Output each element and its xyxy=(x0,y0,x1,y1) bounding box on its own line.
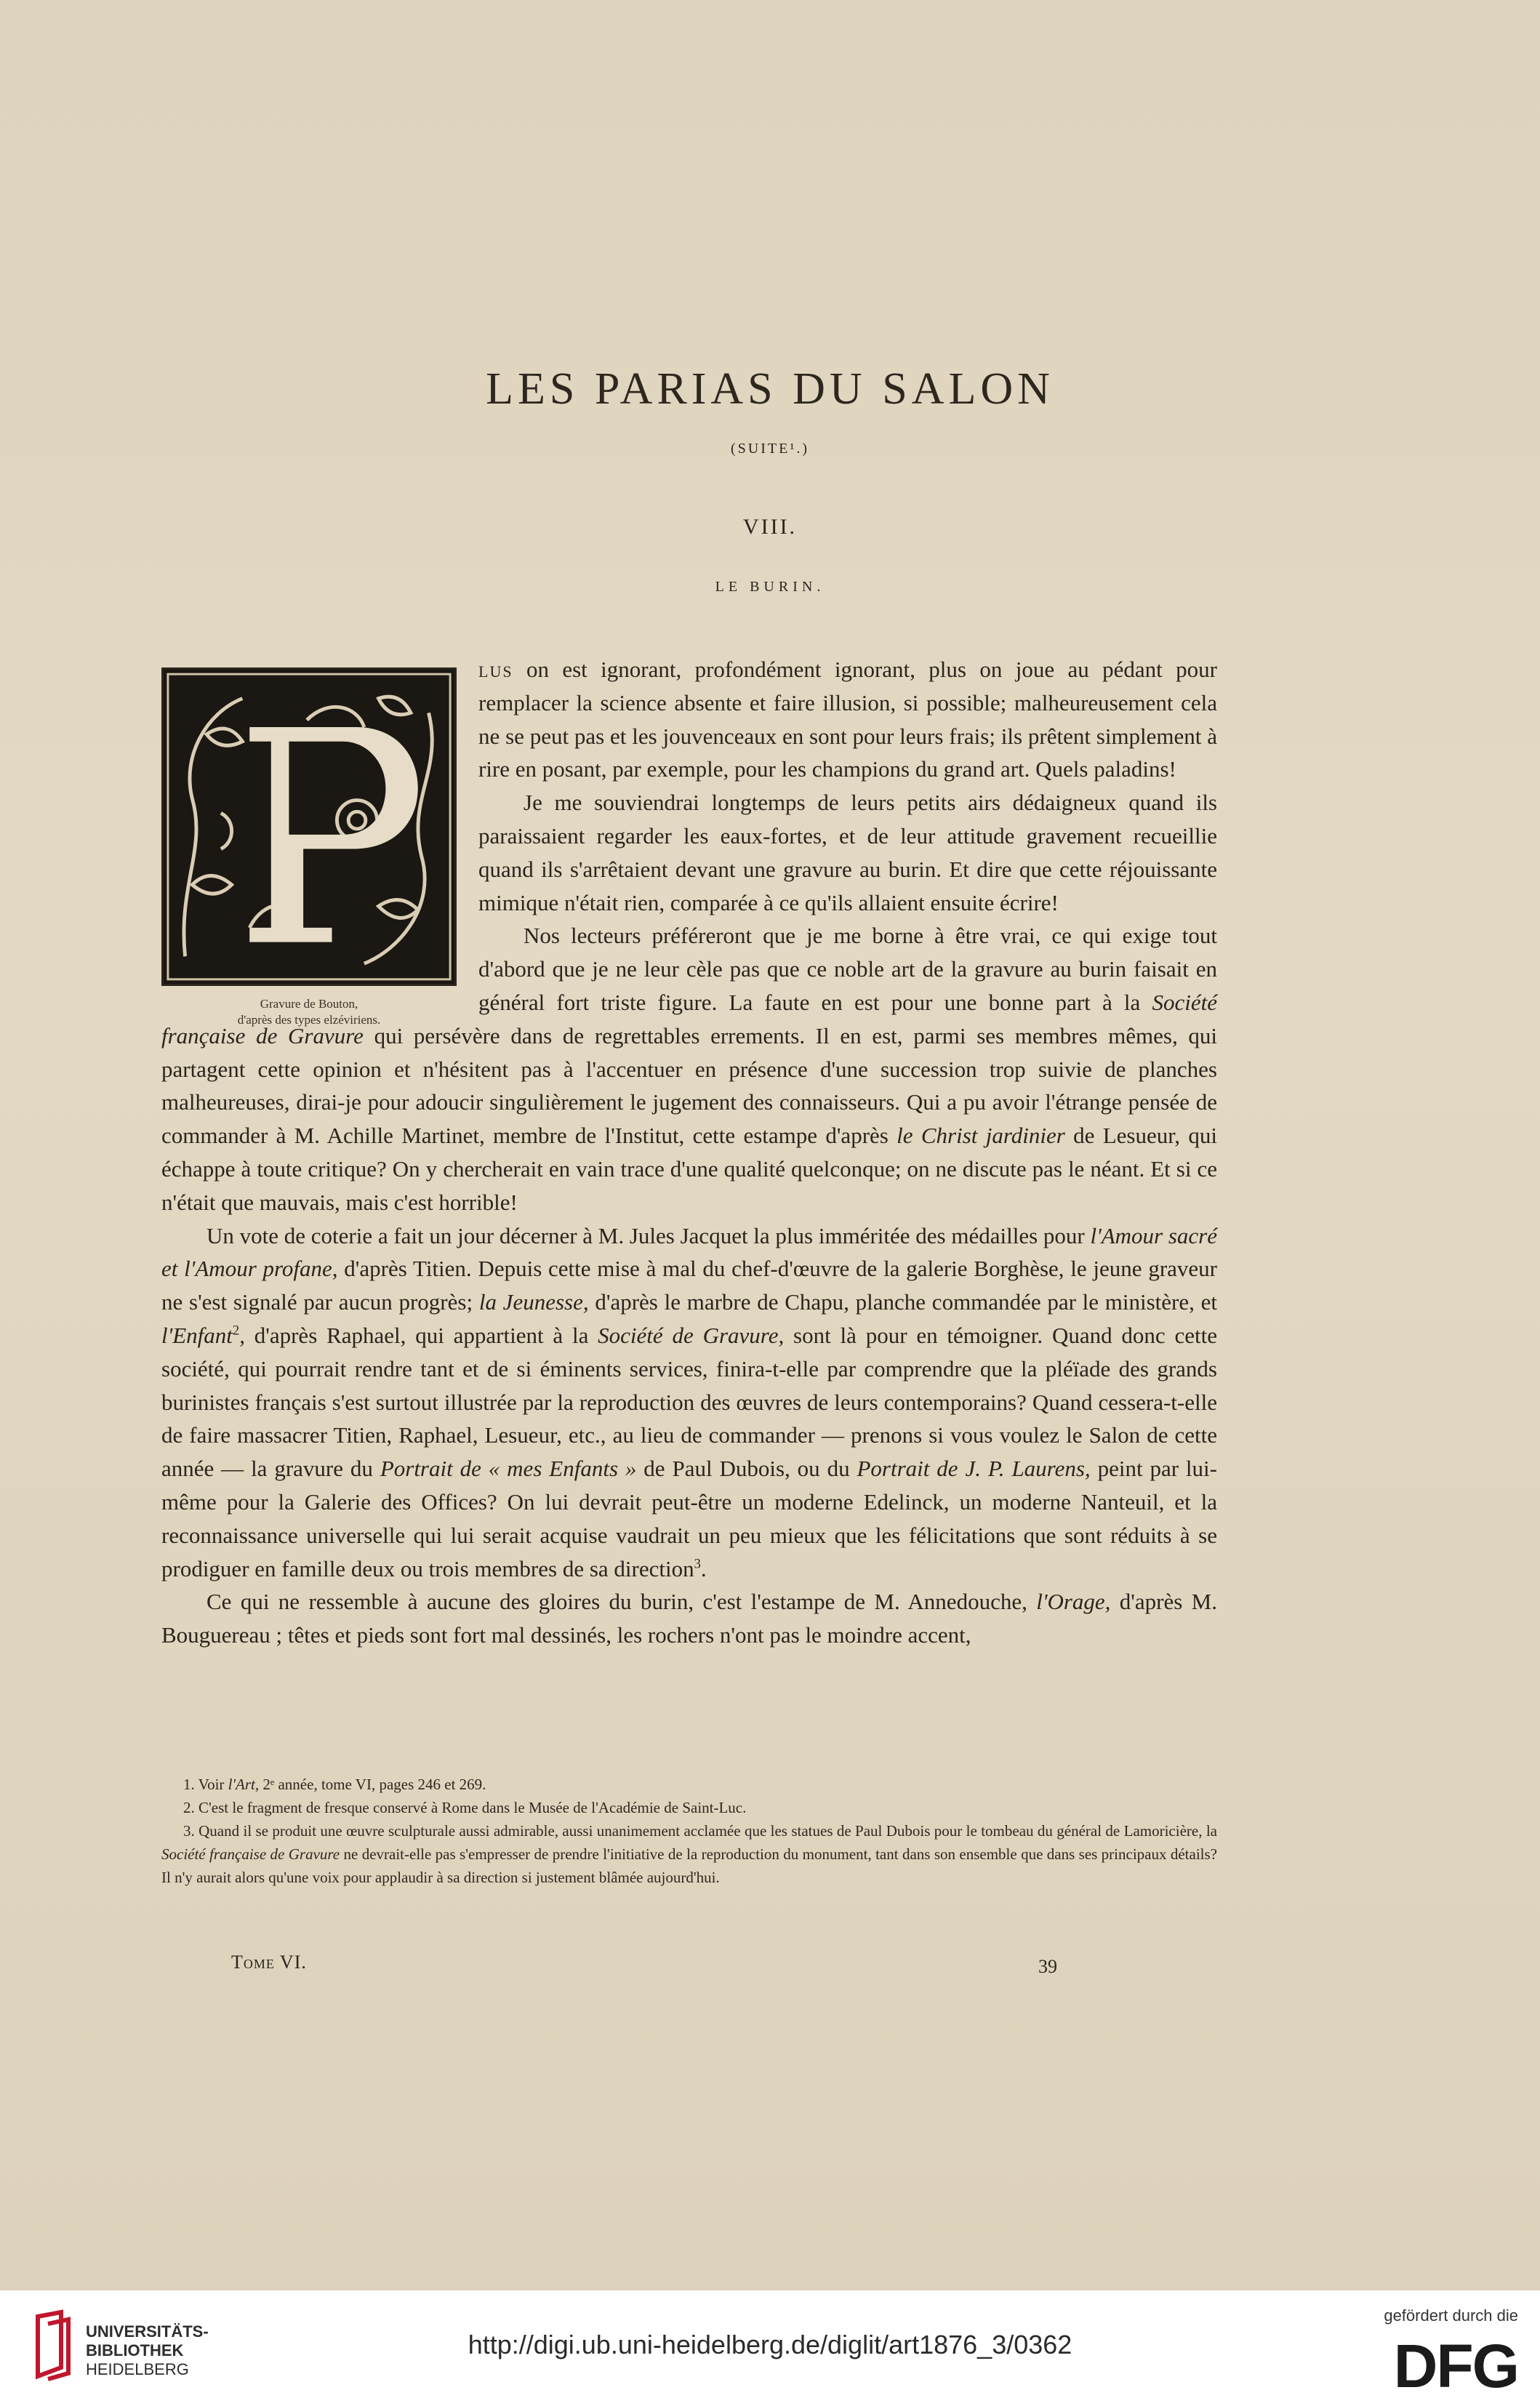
text-run: Un vote de coterie a fait un jour décerner à M. Jules Jacquet la plus imméritée des médailles pour xyxy=(206,1222,1091,1248)
text-run: Ce qui ne ressemble à aucune des gloires du burin, c'est l'estampe de M. Annedouche, xyxy=(206,1589,1037,1615)
italic-run: , xyxy=(239,1322,245,1348)
funding-note: gefördert durch die xyxy=(1384,2306,1518,2325)
dropcap-caption-line2: d'après des types elzéviriens. xyxy=(237,1013,381,1027)
paragraph-2: Je me souviendrai longtemps de leurs petits airs dédaigneux quand ils paraissaient regarder les eaux-fortes, et de leur attitude gravement recueillie quand ils s'arrêtaient devant une gravure au burin. Et dire que cette réjouissante mimique n'était rien, comparée à ce qu'ils allaient ensuite écrire! xyxy=(478,790,1217,915)
dropcap-caption-line1: Gravure de Bouton, xyxy=(260,997,358,1011)
text-run: d'après Raphael, qui appartient à la xyxy=(244,1322,598,1348)
paragraph-1-text: on est ignorant, profondément ignorant, plus on joue au pédant pour remplacer la science absente et faire illusion, si possible; malheureusement cela ne se peut pas et les jouvenceaux en sont pour leurs frais; ils prêtent simplement à rire en posant, par exemple, pour les champions du grand art. Quels paladins! xyxy=(478,657,1217,782)
library-name-line2: BIBLIOTHEK xyxy=(86,2341,184,2359)
text-run: peint par lui-même pour la Galerie des Offices? On lui devrait peut-être un moderne Edelinck, un moderne Nanteuil, et la reconnaissance universelle qui lui serait acquise vaudrait un peu mieux que les félicitations que sont réduits à se prodiguer en famille deux ou trois membres de sa direction xyxy=(161,1456,1217,1581)
italic-run: Société française de Gravure xyxy=(161,989,1217,1048)
text-run: de Paul Dubois, ou du xyxy=(636,1456,857,1482)
section-number: VIII. xyxy=(742,515,798,539)
text-run: Nos lecteurs préféreront que je me borne à être vrai, ce qui exige tout d'abord que je ne leur cèle pas que ce noble art de la gravure au burin faisait en général fort triste figure. La faute en est pour une bonne part à la xyxy=(478,923,1217,1015)
text-run: . xyxy=(700,1555,707,1581)
italic-run: Société française de Gravure xyxy=(161,1845,340,1863)
italic-run: l'Art, xyxy=(228,1776,260,1793)
text-run: d'après le marbre de Chapu, planche commandée par le ministère, et xyxy=(588,1289,1217,1315)
volume-label: Tome VI. xyxy=(231,1952,307,1973)
dfg-logo-icon[interactable]: DFG xyxy=(1393,2332,1518,2400)
article-body xyxy=(161,653,1217,1652)
text-run: 2ᵉ année, tome VI, pages 246 et 269. xyxy=(259,1776,486,1793)
article-title: LES PARIAS DU SALON xyxy=(486,364,1054,414)
text-run: sont là pour en témoigner. Quand donc cette société, qui pourrait rendre tant et de si éminents services, finira-t-elle par comprendre que la pléïade des grands burinistes français s'est surtout illustrée par la reproduction des œuvres de leurs contemporains? Quand cessera-t-elle de faire massacrer Titien, Raphael, Lesueur, etc., au lieu de commander — prenons si vous voulez le Salon de cette année — la gravure du xyxy=(161,1322,1217,1482)
italic-run: l'Orage, xyxy=(1036,1589,1111,1615)
footnotes xyxy=(161,1773,1217,1889)
italic-run: l'Enfant xyxy=(161,1322,233,1348)
italic-run: le Christ jardinier xyxy=(897,1123,1065,1149)
text-run: d'après Titien. Depuis cette mise à mal du chef-d'œuvre de la galerie Borghèse, le jeune graveur ne s'est signalé par aucun progrès; xyxy=(161,1256,1217,1315)
text-run: de Lesueur, qui échappe à toute critique? On y chercherait en vain trace d'une qualité quelconque; on ne discute pas le néant. Et si ce n'était que mauvais, mais c'est horrible! xyxy=(161,1123,1217,1215)
italic-run: Société de Gravure, xyxy=(598,1322,785,1348)
italic-run: Portrait de « mes Enfants » xyxy=(380,1456,637,1482)
footnote-2: 2. C'est le fragment de fresque conservé à Rome dans le Musée de l'Académie de Saint-Luc. xyxy=(183,1799,747,1816)
section-name: LE BURIN. xyxy=(715,579,825,595)
permalink-url[interactable]: http://digi.ub.uni-heidelberg.de/diglit/art1876_3/0362 xyxy=(468,2330,1072,2359)
footnote-1 xyxy=(161,1773,1217,1796)
library-name-line3: HEIDELBERG xyxy=(86,2360,189,2378)
text-run: 3. Quand il se produit une œuvre sculpturale aussi admirable, aussi unanimement acclamée que les statues de Paul Dubois pour le tombeau du général de Lamoricière, la xyxy=(183,1822,1217,1840)
footnote-3 xyxy=(161,1819,1217,1889)
page-number: 39 xyxy=(1038,1956,1057,1977)
article-subtitle: (SUITE¹.) xyxy=(731,441,809,457)
paragraph-4 xyxy=(161,1219,1217,1586)
dropcap-spacer xyxy=(161,653,478,1016)
paragraph-5 xyxy=(161,1585,1217,1652)
text-run: d'après M. Bouguereau ; têtes et pieds sont fort mal dessinés, les rochers n'ont pas le moindre accent, xyxy=(161,1589,1217,1648)
italic-run: l'Amour sacré et l'Amour profane, xyxy=(161,1222,1217,1282)
italic-run: Portrait de J. P. Laurens, xyxy=(857,1456,1091,1482)
viewer-footer xyxy=(0,2290,1540,2406)
text-run: qui persévère dans de regrettables errements. Il en est, parmi ses membres mêmes, qui partagent cette opinion et n'hésitent pas à l'accentuer en présence d'une succession trop suivie de planches malheureuses, dirai-je pour adoucir singulièrement le jugement des connaisseurs. Qui a pu avoir l'étrange pensée de commander à M. Achille Martinet, membre de l'Institut, cette estampe d'après xyxy=(161,1022,1217,1149)
italic-run: la Jeunesse, xyxy=(478,1289,589,1315)
text-run: 1. Voir xyxy=(183,1776,228,1793)
footnote-ref: 3 xyxy=(694,1556,701,1572)
lead-word: lus xyxy=(478,657,513,682)
library-name-line1: UNIVERSITÄTS- xyxy=(86,2322,209,2341)
text-run: ne devrait-elle pas s'empresser de prendre l'initiative de la reproduction du monument, tant dans son ensemble que dans ses principaux détails? Il n'y aurait alors qu'une voix pour applaudir à sa direction si justement blâmée aujourd'hui. xyxy=(161,1845,1218,1886)
footnote-ref: 2 xyxy=(232,1323,240,1339)
